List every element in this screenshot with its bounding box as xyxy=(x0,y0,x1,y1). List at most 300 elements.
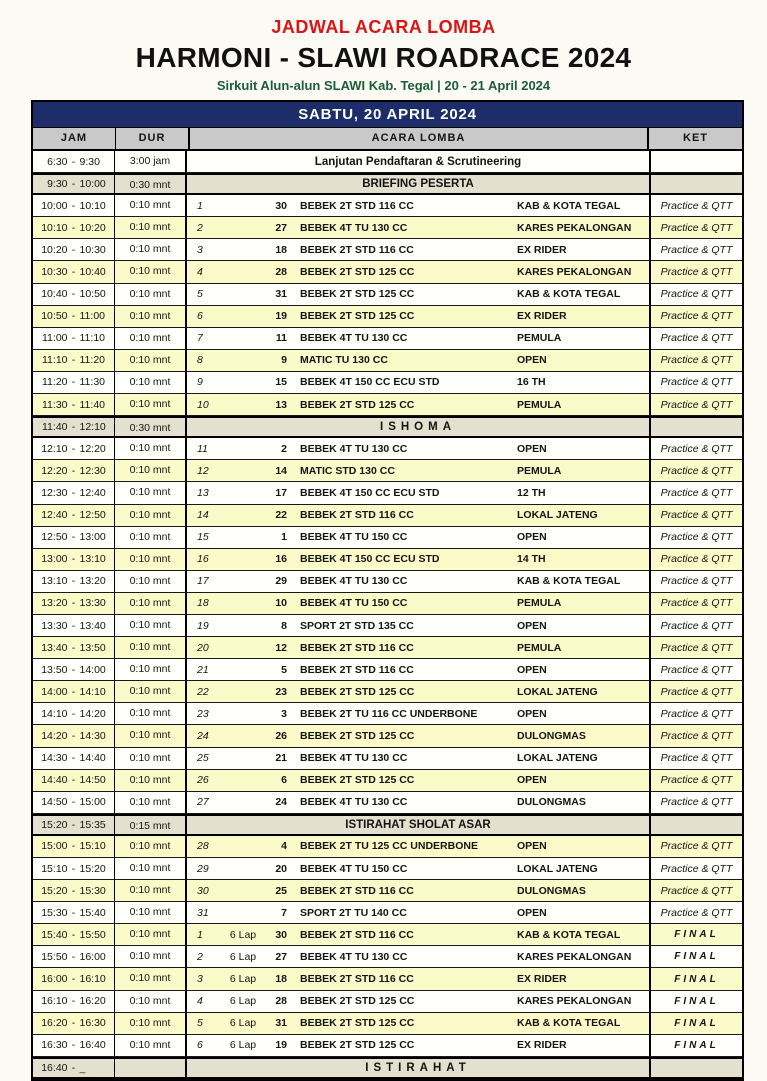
duration-cell: 0:10 mnt xyxy=(115,593,187,614)
entry-number: 4 xyxy=(281,840,287,853)
schedule-row xyxy=(33,792,742,814)
end-time: 13:50 xyxy=(79,641,106,654)
time-dash: - xyxy=(71,509,76,522)
sequence-number: 20 xyxy=(197,641,209,654)
time-dash: - xyxy=(71,354,76,367)
ket-cell: Practice & QTT xyxy=(649,880,742,901)
class-name: BEBEK 4T 150 CC ECU STD xyxy=(300,553,440,566)
class-name: BEBEK 4T TU 150 CC xyxy=(300,531,408,544)
jam-cell xyxy=(33,858,115,879)
jam-cell xyxy=(33,681,115,702)
duration-cell: 0:10 mnt xyxy=(115,858,187,879)
class-name: SPORT 2T STD 135 CC xyxy=(300,619,414,632)
ket-cell: FINAL xyxy=(649,1013,742,1034)
duration-cell: 0:10 mnt xyxy=(115,637,187,658)
time-dash: - xyxy=(71,597,76,610)
schedule-row xyxy=(33,946,742,968)
duration-cell: 0:10 mnt xyxy=(115,460,187,481)
entry-number: 29 xyxy=(275,575,287,588)
class-name: MATIC TU 130 CC xyxy=(300,354,388,367)
region-name: KAB & KOTA TEGAL xyxy=(517,199,621,212)
region-name: KAB & KOTA TEGAL xyxy=(517,1017,621,1030)
jam-cell xyxy=(33,505,115,526)
end-time: 9:30 xyxy=(79,155,100,168)
duration-cell: 0:10 mnt xyxy=(115,505,187,526)
ket-cell: Practice & QTT xyxy=(649,394,742,415)
ket-cell: Practice & QTT xyxy=(649,748,742,769)
entry-number: 9 xyxy=(281,354,287,367)
duration-cell: 0:10 mnt xyxy=(115,1013,187,1034)
start-time: 16:40 xyxy=(41,1061,68,1074)
sequence-number: 31 xyxy=(197,906,209,919)
region-name: KARES PEKALONGAN xyxy=(517,266,632,279)
region-name: LOKAL JATENG xyxy=(517,862,598,875)
acara-cell xyxy=(187,438,649,459)
region-name: OPEN xyxy=(517,707,547,720)
sequence-number: 16 xyxy=(197,553,209,566)
duration-cell: 0:10 mnt xyxy=(115,836,187,857)
schedule-row xyxy=(33,151,742,173)
entry-number: 6 xyxy=(281,774,287,787)
jam-cell xyxy=(33,549,115,570)
class-name: BEBEK 2T STD 125 CC xyxy=(300,995,415,1008)
schedule-row xyxy=(33,1035,742,1057)
sequence-number: 13 xyxy=(197,486,209,499)
schedule-row xyxy=(33,217,742,239)
jam-cell xyxy=(33,261,115,282)
acara-cell xyxy=(187,659,649,680)
class-name: BEBEK 4T TU 150 CC xyxy=(300,862,408,875)
ket-cell: Practice & QTT xyxy=(649,593,742,614)
acara-cell xyxy=(187,1013,649,1034)
time-dash: - xyxy=(71,178,76,191)
schedule-row xyxy=(33,284,742,306)
duration-cell: 0:10 mnt xyxy=(115,770,187,791)
duration-cell: 0:15 mnt xyxy=(115,816,187,834)
duration-cell: 0:10 mnt xyxy=(115,350,187,371)
acara-cell xyxy=(187,418,649,436)
duration-cell: 0:10 mnt xyxy=(115,615,187,636)
entry-number: 18 xyxy=(275,243,287,256)
region-name: OPEN xyxy=(517,663,547,676)
start-time: 13:10 xyxy=(41,575,68,588)
region-name: PEMULA xyxy=(517,332,562,345)
ket-cell: Practice & QTT xyxy=(649,836,742,857)
entry-number: 22 xyxy=(275,509,287,522)
start-time: 13:50 xyxy=(41,663,68,676)
end-time: 12:50 xyxy=(79,509,106,522)
ket-cell: Practice & QTT xyxy=(649,372,742,393)
region-name: OPEN xyxy=(517,354,547,367)
schedule-row xyxy=(33,593,742,615)
end-time: 14:30 xyxy=(79,729,106,742)
schedule-row xyxy=(33,880,742,902)
jam-cell xyxy=(33,725,115,746)
time-dash: - xyxy=(71,884,76,897)
class-name: MATIC STD 130 CC xyxy=(300,464,395,477)
sequence-number: 1 xyxy=(197,928,203,941)
duration-cell: 0:10 mnt xyxy=(115,991,187,1012)
acara-cell xyxy=(187,968,649,989)
end-time: 14:20 xyxy=(79,707,106,720)
acara-cell xyxy=(187,946,649,967)
time-dash: - xyxy=(71,531,76,544)
time-dash: - xyxy=(71,288,76,301)
acara-cell xyxy=(187,571,649,592)
ket-cell: Practice & QTT xyxy=(649,239,742,260)
sequence-number: 5 xyxy=(197,288,203,301)
acara-cell xyxy=(187,770,649,791)
schedule-row xyxy=(33,195,742,217)
class-name: BEBEK 4T 150 CC ECU STD xyxy=(300,486,440,499)
region-name: DULONGMAS xyxy=(517,729,586,742)
jam-cell xyxy=(33,1013,115,1034)
acara-cell xyxy=(187,1059,649,1077)
jam-cell xyxy=(33,482,115,503)
jam-cell xyxy=(33,239,115,260)
band-label: ISHOMA xyxy=(380,421,456,434)
region-name: KARES PEKALONGAN xyxy=(517,995,632,1008)
venue-subtitle: Sirkuit Alun-alun SLAWI Kab. Tegal | 20 - 21 April 2024 xyxy=(216,77,551,93)
sequence-number: 27 xyxy=(197,796,209,809)
section-row xyxy=(33,173,742,195)
ket-cell xyxy=(649,1059,742,1077)
schedule-row xyxy=(33,350,742,372)
acara-cell xyxy=(187,792,649,813)
schedule-row xyxy=(33,924,742,946)
acara-cell xyxy=(187,175,649,193)
duration-cell: 0:10 mnt xyxy=(115,571,187,592)
end-time: _ xyxy=(79,1061,86,1074)
ket-cell: FINAL xyxy=(649,946,742,967)
class-name: BEBEK 2T STD 116 CC xyxy=(300,663,414,676)
start-time: 11:20 xyxy=(42,376,68,389)
sequence-number: 7 xyxy=(197,332,203,345)
time-dash: - xyxy=(71,243,76,256)
duration-cell: 0:10 mnt xyxy=(115,748,187,769)
sequence-number: 10 xyxy=(197,398,209,411)
schedule-row xyxy=(33,725,742,747)
entry-number: 31 xyxy=(275,1017,287,1030)
class-name: BEBEK 2T STD 116 CC xyxy=(300,973,414,986)
column-header-dur: DUR xyxy=(116,128,190,149)
time-dash: - xyxy=(71,663,76,676)
end-time: 12:30 xyxy=(79,464,106,477)
class-name: BEBEK 4T TU 130 CC xyxy=(300,221,408,234)
sequence-number: 4 xyxy=(197,266,203,279)
start-time: 15:50 xyxy=(41,950,68,963)
entry-number: 20 xyxy=(275,862,287,875)
band-label: Lanjutan Pendaftaran & Scrutineering xyxy=(314,155,522,168)
lap-count: 6 Lap xyxy=(229,973,257,986)
start-time: 11:40 xyxy=(42,421,68,434)
start-time: 14:30 xyxy=(41,752,68,765)
end-time: 13:00 xyxy=(79,531,106,544)
schedule-row xyxy=(33,991,742,1013)
schedule-row xyxy=(33,549,742,571)
jam-cell xyxy=(33,460,115,481)
jam-cell xyxy=(33,968,115,989)
start-time: 6:30 xyxy=(47,155,68,168)
schedule-row xyxy=(33,239,742,261)
class-name: BEBEK 2T TU 125 CC UNDERBONE xyxy=(300,840,478,853)
start-time: 13:00 xyxy=(41,553,68,566)
end-time: 13:10 xyxy=(79,553,106,566)
start-time: 12:10 xyxy=(41,442,68,455)
ket-cell: Practice & QTT xyxy=(649,482,742,503)
ket-cell: Practice & QTT xyxy=(649,527,742,548)
jam-cell xyxy=(33,1035,115,1056)
duration-cell: 0:10 mnt xyxy=(115,681,187,702)
duration-cell: 0:10 mnt xyxy=(115,217,187,238)
schedule-row xyxy=(33,615,742,637)
ket-cell: FINAL xyxy=(649,1035,742,1056)
region-name: PEMULA xyxy=(517,641,562,654)
time-dash: - xyxy=(71,707,76,720)
schedule-row xyxy=(33,836,742,858)
duration-cell: 0:10 mnt xyxy=(115,261,187,282)
end-time: 11:00 xyxy=(79,310,105,323)
start-time: 14:00 xyxy=(41,685,68,698)
section-row xyxy=(33,814,742,836)
time-dash: - xyxy=(71,310,76,323)
jam-cell xyxy=(33,792,115,813)
sequence-number: 25 xyxy=(197,752,209,765)
start-time: 13:40 xyxy=(41,641,68,654)
end-time: 15:00 xyxy=(79,796,106,809)
class-name: BEBEK 4T TU 130 CC xyxy=(300,950,408,963)
band-label: ISTIRAHAT SHOLAT ASAR xyxy=(345,818,491,831)
start-time: 15:30 xyxy=(41,906,68,919)
event-title: HARMONI - SLAWI ROADRACE 2024 xyxy=(135,41,632,73)
acara-cell xyxy=(187,151,649,172)
title-block xyxy=(0,0,767,94)
class-name: SPORT 2T TU 140 CC xyxy=(300,906,407,919)
ket-cell: Practice & QTT xyxy=(649,615,742,636)
sequence-number: 17 xyxy=(197,575,209,588)
end-time: 10:40 xyxy=(79,266,106,279)
sequence-number: 6 xyxy=(197,1039,203,1052)
time-dash: - xyxy=(71,376,76,389)
acara-cell xyxy=(187,593,649,614)
class-name: BEBEK 2T STD 125 CC xyxy=(300,310,415,323)
entry-number: 2 xyxy=(281,442,287,455)
start-time: 10:20 xyxy=(41,243,68,256)
start-time: 15:20 xyxy=(41,818,68,831)
time-dash: - xyxy=(71,1061,76,1074)
region-name: PEMULA xyxy=(517,464,562,477)
ket-cell: Practice & QTT xyxy=(649,571,742,592)
start-time: 10:30 xyxy=(41,266,68,279)
duration-cell: 0:10 mnt xyxy=(115,946,187,967)
entry-number: 16 xyxy=(275,553,287,566)
region-name: OPEN xyxy=(517,531,547,544)
schedule-row xyxy=(33,482,742,504)
ket-cell: Practice & QTT xyxy=(649,195,742,216)
time-dash: - xyxy=(71,906,76,919)
jam-cell xyxy=(33,946,115,967)
sequence-number: 29 xyxy=(197,862,209,875)
duration-cell: 0:10 mnt xyxy=(115,527,187,548)
start-time: 14:10 xyxy=(41,707,68,720)
schedule-row xyxy=(33,858,742,880)
sequence-number: 11 xyxy=(197,442,208,455)
ket-cell: Practice & QTT xyxy=(649,659,742,680)
start-time: 12:50 xyxy=(41,531,68,544)
schedule-row xyxy=(33,637,742,659)
band-label: ISTIRAHAT xyxy=(365,1061,471,1074)
end-time: 13:40 xyxy=(79,619,106,632)
acara-cell xyxy=(187,615,649,636)
start-time: 15:40 xyxy=(41,928,68,941)
entry-number: 30 xyxy=(275,928,287,941)
entry-number: 17 xyxy=(275,486,287,499)
start-time: 10:10 xyxy=(41,221,68,234)
time-dash: - xyxy=(71,928,76,941)
end-time: 12:20 xyxy=(79,442,106,455)
entry-number: 13 xyxy=(275,398,287,411)
end-time: 10:30 xyxy=(79,243,106,256)
class-name: BEBEK 2T STD 125 CC xyxy=(300,774,415,787)
day-header: SABTU, 20 APRIL 2024 xyxy=(33,102,742,128)
ket-cell: Practice & QTT xyxy=(649,438,742,459)
region-name: EX RIDER xyxy=(517,243,567,256)
region-name: 16 TH xyxy=(517,376,546,389)
duration-cell: 0:10 mnt xyxy=(115,924,187,945)
entry-number: 7 xyxy=(281,906,287,919)
duration-cell: 0:10 mnt xyxy=(115,902,187,923)
sequence-number: 1 xyxy=(197,199,203,212)
class-name: BEBEK 2T STD 125 CC xyxy=(300,398,415,411)
schedule-row xyxy=(33,328,742,350)
end-time: 15:40 xyxy=(79,906,106,919)
ket-cell: Practice & QTT xyxy=(649,460,742,481)
time-dash: - xyxy=(71,421,76,434)
entry-number: 28 xyxy=(275,266,287,279)
entry-number: 18 xyxy=(275,973,287,986)
end-time: 16:40 xyxy=(79,1039,106,1052)
acara-cell xyxy=(187,549,649,570)
end-time: 16:00 xyxy=(79,950,106,963)
region-name: LOKAL JATENG xyxy=(517,752,598,765)
class-name: BEBEK 4T TU 130 CC xyxy=(300,796,408,809)
acara-cell xyxy=(187,902,649,923)
acara-cell xyxy=(187,836,649,857)
time-dash: - xyxy=(71,332,76,345)
duration-cell: 0:10 mnt xyxy=(115,482,187,503)
column-header-row xyxy=(33,128,742,151)
lap-count: 6 Lap xyxy=(229,928,257,941)
start-time: 14:40 xyxy=(41,774,68,787)
duration-cell: 0:10 mnt xyxy=(115,1035,187,1056)
acara-cell xyxy=(187,681,649,702)
region-name: KAB & KOTA TEGAL xyxy=(517,928,621,941)
start-time: 16:10 xyxy=(41,995,68,1008)
jam-cell xyxy=(33,659,115,680)
schedule-row xyxy=(33,770,742,792)
time-dash: - xyxy=(71,464,76,477)
ket-cell: Practice & QTT xyxy=(649,858,742,879)
jam-cell xyxy=(33,816,115,834)
column-header-acara: ACARA LOMBA xyxy=(371,132,466,144)
acara-cell xyxy=(187,328,649,349)
sequence-number: 22 xyxy=(197,685,209,698)
lap-count: 6 Lap xyxy=(229,1039,257,1052)
time-dash: - xyxy=(71,752,76,765)
entry-number: 8 xyxy=(281,619,287,632)
duration-cell: 0:10 mnt xyxy=(115,659,187,680)
region-name: LOKAL JATENG xyxy=(517,509,598,522)
jam-cell xyxy=(33,394,115,415)
end-time: 15:10 xyxy=(79,840,106,853)
ket-cell: Practice & QTT xyxy=(649,505,742,526)
region-name: KARES PEKALONGAN xyxy=(517,221,632,234)
entry-number: 1 xyxy=(281,531,287,544)
jam-cell xyxy=(33,151,115,172)
sequence-number: 2 xyxy=(197,950,203,963)
class-name: BEBEK 4T TU 130 CC xyxy=(300,332,408,345)
ket-cell: Practice & QTT xyxy=(649,792,742,813)
acara-cell xyxy=(187,816,649,834)
end-time: 16:10 xyxy=(79,973,106,986)
time-dash: - xyxy=(71,266,76,279)
duration-cell: 0:10 mnt xyxy=(115,306,187,327)
band-label: BRIEFING PESERTA xyxy=(362,178,474,191)
duration-cell: 0:10 mnt xyxy=(115,239,187,260)
start-time: 16:20 xyxy=(41,1017,68,1030)
schedule-row xyxy=(33,261,742,283)
duration-cell: 0:10 mnt xyxy=(115,284,187,305)
jam-cell xyxy=(33,703,115,724)
acara-cell xyxy=(187,350,649,371)
schedule-row xyxy=(33,527,742,549)
entry-number: 19 xyxy=(275,1039,287,1052)
end-time: 14:40 xyxy=(79,752,106,765)
end-time: 16:30 xyxy=(79,1017,106,1030)
class-name: BEBEK 2T STD 125 CC xyxy=(300,1017,415,1030)
entry-number: 14 xyxy=(275,464,287,477)
end-time: 10:10 xyxy=(79,199,106,212)
time-dash: - xyxy=(71,575,76,588)
entry-number: 23 xyxy=(275,685,287,698)
duration-cell: 0:10 mnt xyxy=(115,195,187,216)
schedule-row xyxy=(33,681,742,703)
schedule-row xyxy=(33,505,742,527)
duration-cell: 0:10 mnt xyxy=(115,394,187,415)
region-name: OPEN xyxy=(517,840,547,853)
schedule-table xyxy=(31,100,744,1081)
acara-cell xyxy=(187,372,649,393)
duration-cell: 0:10 mnt xyxy=(115,703,187,724)
entry-number: 21 xyxy=(275,752,287,765)
schedule-row xyxy=(33,1013,742,1035)
jam-cell xyxy=(33,306,115,327)
class-name: BEBEK 2T STD 116 CC xyxy=(300,641,414,654)
jam-cell xyxy=(33,748,115,769)
entry-number: 12 xyxy=(275,641,287,654)
class-name: BEBEK 2T TU 116 CC UNDERBONE xyxy=(300,707,478,720)
ket-cell: Practice & QTT xyxy=(649,681,742,702)
time-dash: - xyxy=(71,774,76,787)
ket-cell: Practice & QTT xyxy=(649,284,742,305)
class-name: BEBEK 4T TU 130 CC xyxy=(300,752,408,765)
time-dash: - xyxy=(71,973,76,986)
class-name: BEBEK 2T STD 116 CC xyxy=(300,509,414,522)
duration-cell: 0:10 mnt xyxy=(115,328,187,349)
jam-cell xyxy=(33,175,115,193)
schedule-row xyxy=(33,659,742,681)
duration-cell: 0:10 mnt xyxy=(115,438,187,459)
